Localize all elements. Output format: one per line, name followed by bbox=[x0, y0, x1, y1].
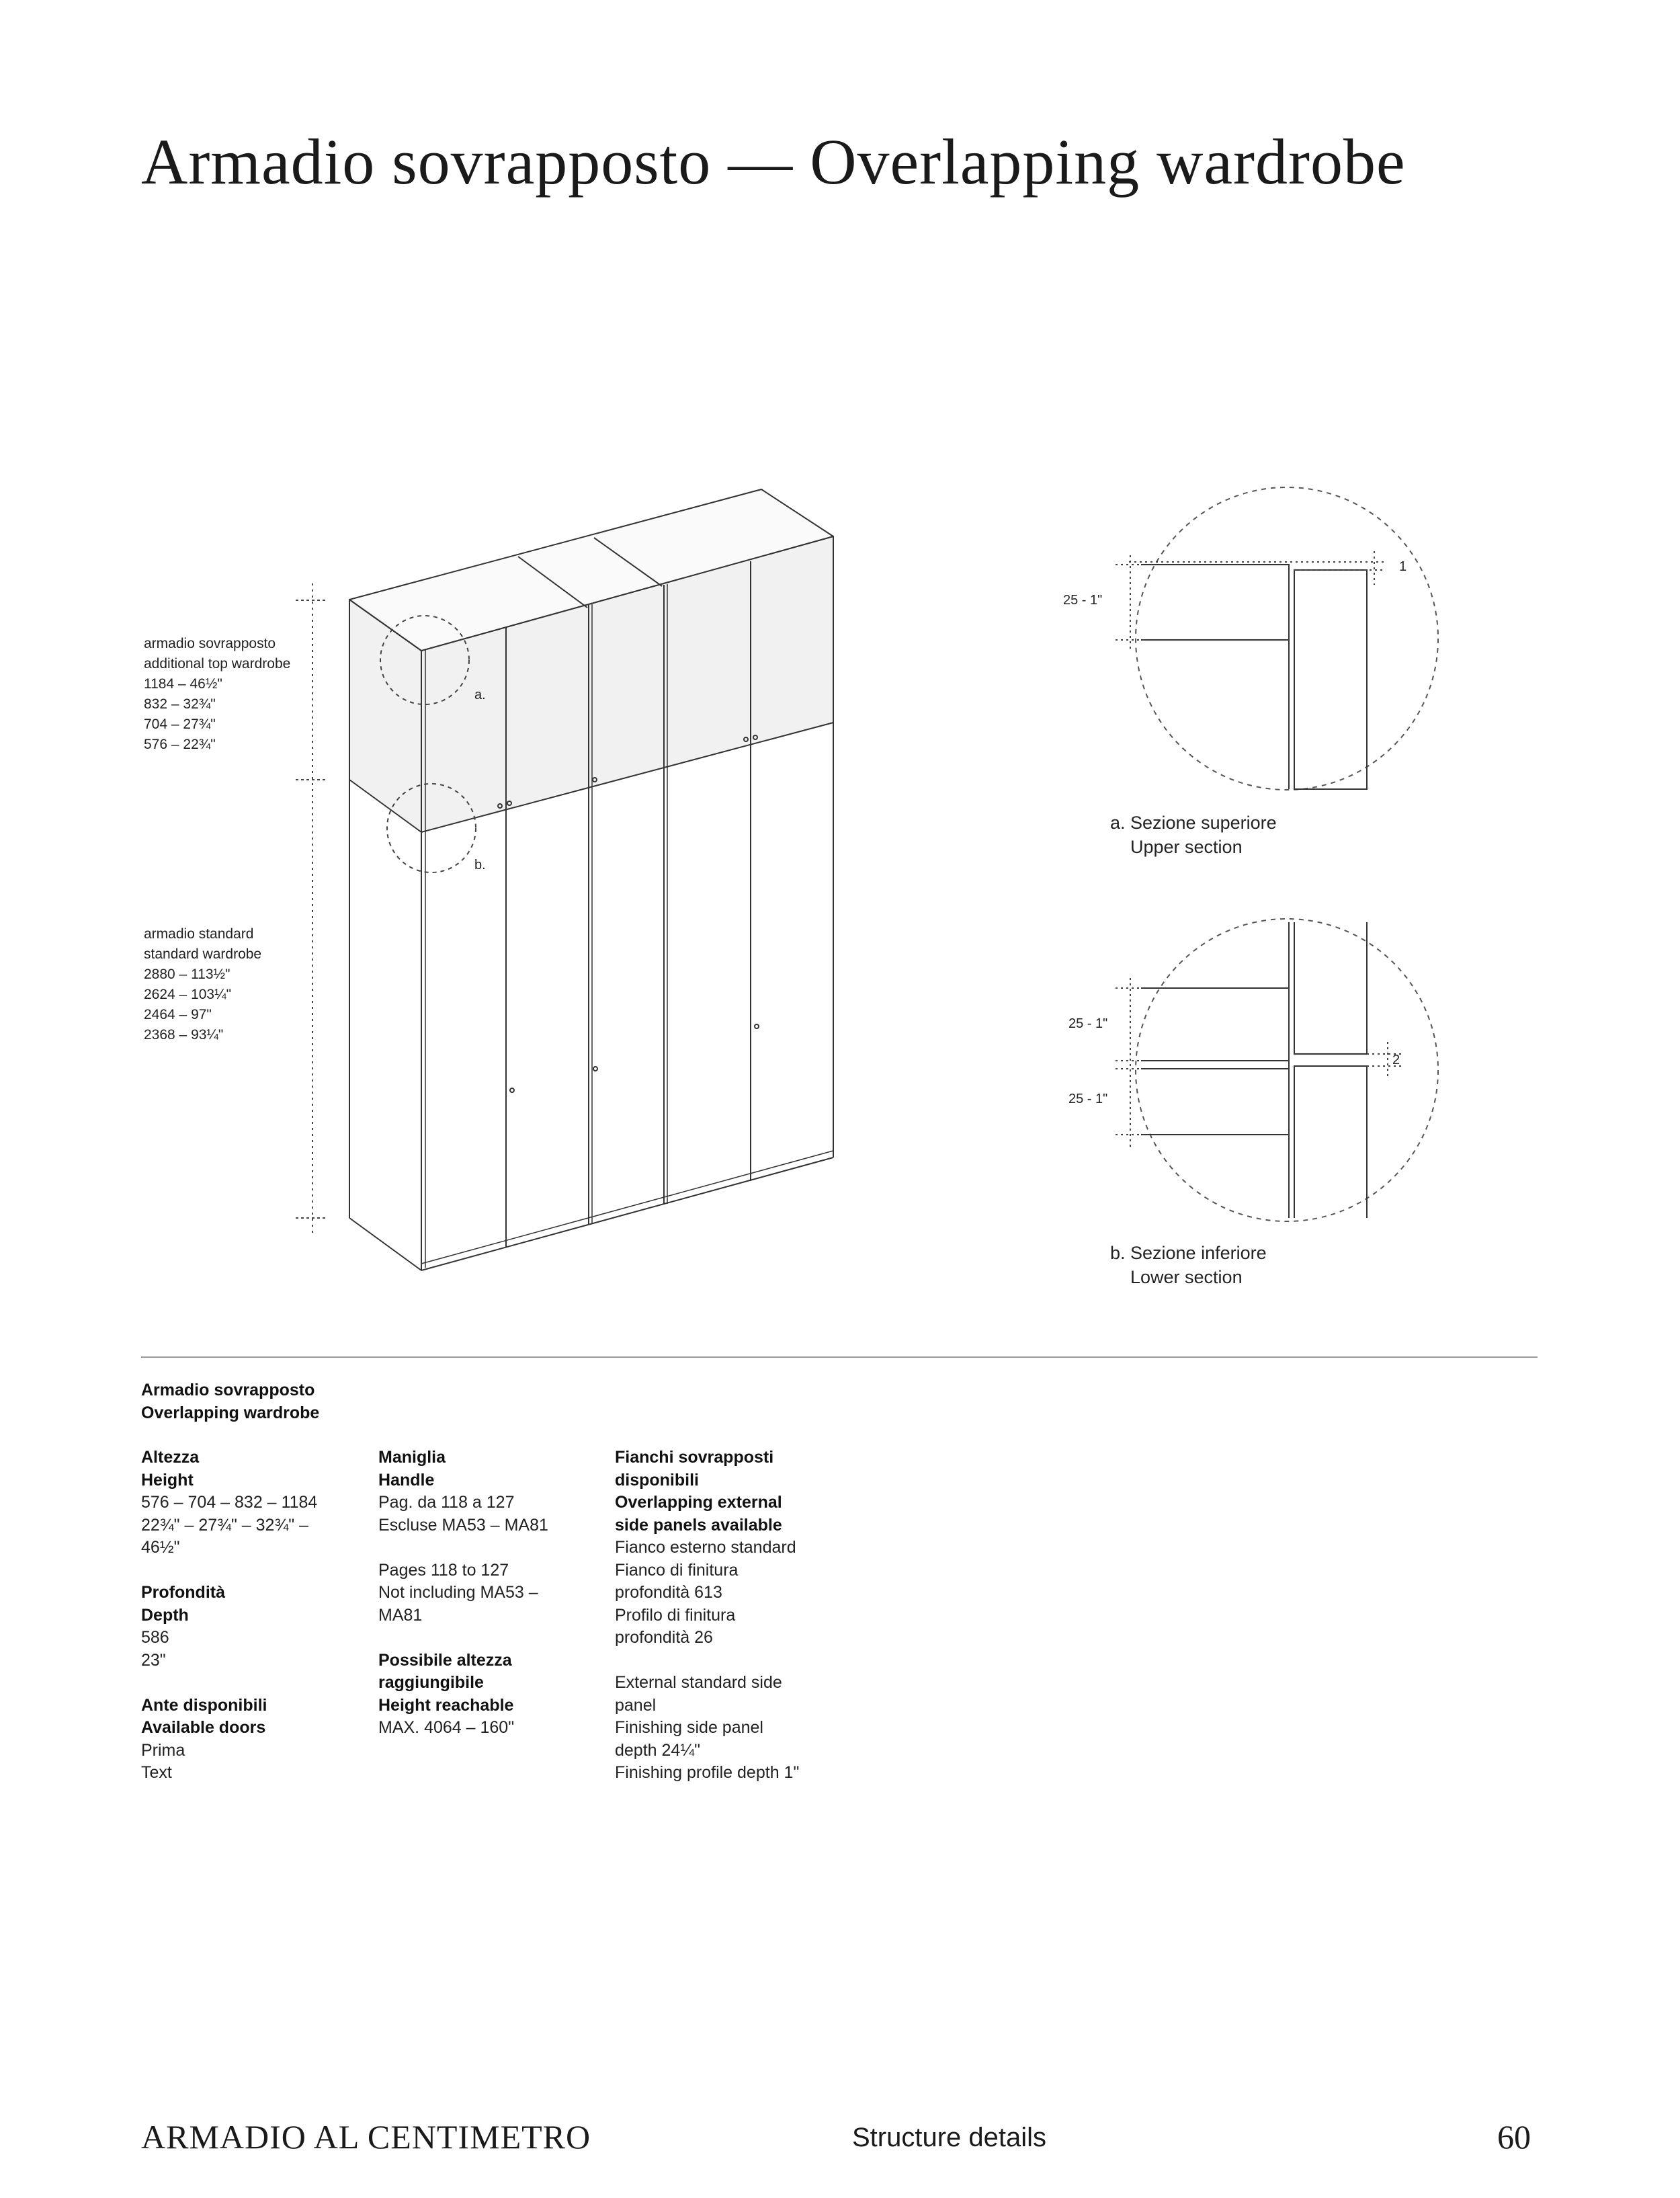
footer-brand: ARMADIO AL CENTIMETRO bbox=[141, 2118, 591, 2156]
upper-dim-left: 25 - 1" bbox=[1063, 593, 1103, 608]
page-number: 60 bbox=[1497, 2118, 1531, 2156]
upper-section-detail-circle bbox=[1136, 487, 1438, 790]
lower-dim-right: 2 bbox=[1392, 1053, 1400, 1067]
lower-dim-left-bottom: 25 - 1" bbox=[1068, 1092, 1108, 1106]
top-wardrobe-dimensions: armadio sovrapposto additional top wardrobe 1184 – 46½" 832 – 32¾" 704 – 27¾" 576 – 22¾" bbox=[144, 636, 291, 752]
specs-column-dimensions: Altezza Height 576 – 704 – 832 – 1184 22¾" – 27¾" – 32¾" – 46½" Profondità Depth 586 23" Ante disponibili Available doors Prima Text bbox=[141, 1448, 318, 1782]
detail-marker-a: a. bbox=[474, 688, 486, 702]
lower-dim-left-top: 25 - 1" bbox=[1068, 1016, 1108, 1031]
page-title: Armadio sovrapposto — Overlapping wardrobe bbox=[141, 126, 1406, 198]
upper-section-caption: a. Sezione superiore Upper section bbox=[1110, 813, 1277, 857]
lower-section-caption: b. Sezione inferiore Lower section bbox=[1110, 1243, 1267, 1287]
standard-wardrobe-dimensions: armadio standard standard wardrobe 2880 – 113½" 2624 – 103¼" 2464 – 97" 2368 – 93¼" bbox=[144, 926, 262, 1043]
divider bbox=[141, 1356, 1538, 1358]
lower-section-detail-circle bbox=[1136, 919, 1438, 1221]
specs-heading: Armadio sovrapposto Overlapping wardrobe bbox=[141, 1381, 320, 1422]
footer-section-title: Structure details bbox=[852, 2123, 1047, 2152]
specs-column-side-panels: Fianchi sovrapposti disponibili Overlapping external side panels available Fianco esterno standard Fianco di finitura profondità 613 Profilo di finitura profondità 26 External standard side panel Finishing side panel depth 24¼" Finishing profile depth 1" bbox=[615, 1448, 800, 1782]
detail-marker-b: b. bbox=[474, 858, 486, 872]
upper-dim-right: 1 bbox=[1399, 559, 1407, 574]
specs-column-handle: Maniglia Handle Pag. da 118 a 127 Escluse MA53 – MA81 Pages 118 to 127 Not including MA53 – MA81 Possibile altezza raggiungibile Height reachable MAX. 4064 – 160" bbox=[378, 1448, 548, 1737]
